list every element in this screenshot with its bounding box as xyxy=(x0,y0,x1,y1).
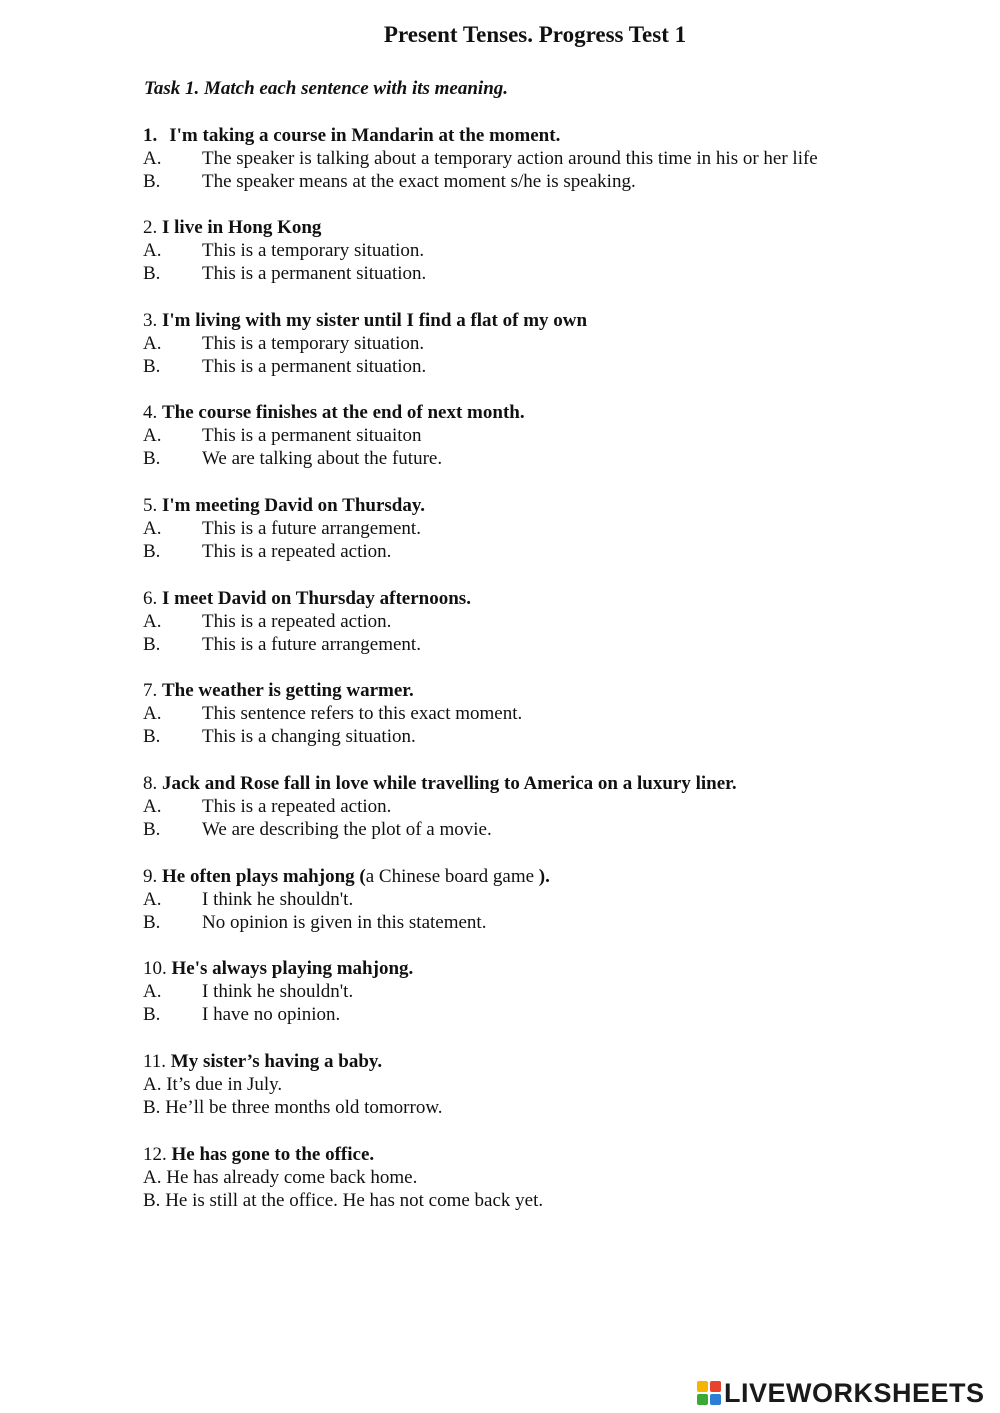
option-b[interactable] xyxy=(143,633,973,656)
question-number: 5. xyxy=(143,495,158,516)
question-stem: Jack and Rose fall in love while travelling to America on a luxury liner. xyxy=(162,773,737,794)
question-number: 10. xyxy=(143,958,167,979)
option-a[interactable] xyxy=(143,1073,973,1096)
option-b[interactable] xyxy=(143,725,973,748)
question-number: 7. xyxy=(143,680,158,701)
question-number: 4. xyxy=(143,402,158,423)
question-header xyxy=(143,216,973,239)
option-text: This sentence refers to this exact moment. xyxy=(202,703,523,725)
question-header xyxy=(143,772,973,795)
option-letter: B. xyxy=(143,171,161,193)
page-title: Present Tenses. Progress Test 1 xyxy=(383,22,687,47)
option-text: This is a permanent situaiton xyxy=(202,425,422,447)
logo-square-4 xyxy=(710,1394,721,1405)
question-10 xyxy=(143,957,973,1027)
option-letter: A. xyxy=(143,148,162,170)
logo-square-2 xyxy=(710,1381,721,1392)
option-text: This is a permanent situation. xyxy=(202,263,427,285)
option-text: He has already come back home. xyxy=(166,1167,418,1189)
question-7 xyxy=(143,679,973,749)
option-a[interactable] xyxy=(143,1166,973,1189)
question-number: 1. xyxy=(143,125,158,146)
option-b[interactable] xyxy=(143,170,973,193)
question-stem: The course finishes at the end of next month. xyxy=(162,402,525,423)
question-number: 2. xyxy=(143,217,158,238)
option-text: I have no opinion. xyxy=(202,1004,341,1026)
option-text: This is a temporary situation. xyxy=(202,333,425,355)
option-text: This is a future arrangement. xyxy=(202,634,421,656)
question-stem-end: ). xyxy=(538,866,550,887)
question-stem: He has gone to the office. xyxy=(171,1144,375,1165)
brand-name: LIVEWORKSHEETS xyxy=(724,1377,985,1408)
option-a[interactable] xyxy=(143,239,973,262)
liveworksheets-logo[interactable] xyxy=(697,1378,985,1408)
option-a[interactable] xyxy=(143,610,973,633)
question-stem: He's always playing mahjong. xyxy=(171,958,414,979)
option-text: This is a future arrangement. xyxy=(202,518,421,540)
option-b[interactable] xyxy=(143,1096,973,1119)
question-3 xyxy=(143,309,973,379)
question-8 xyxy=(143,772,973,842)
option-a[interactable] xyxy=(143,332,973,355)
option-letter: A. xyxy=(143,518,162,540)
question-stem: I'm taking a course in Mandarin at the moment. xyxy=(169,125,561,146)
option-letter: A. xyxy=(143,611,162,633)
question-header xyxy=(143,865,973,888)
question-stem: The weather is getting warmer. xyxy=(162,680,414,701)
option-letter: B. xyxy=(143,819,161,841)
option-letter: B. xyxy=(143,263,161,285)
question-stem: My sister’s having a baby. xyxy=(170,1051,383,1072)
option-a[interactable] xyxy=(143,795,973,818)
option-text: It’s due in July. xyxy=(166,1074,283,1096)
question-header xyxy=(143,124,973,147)
option-letter: B. xyxy=(143,726,161,748)
question-header xyxy=(143,679,973,702)
question-number: 3. xyxy=(143,310,158,331)
question-header xyxy=(143,1050,973,1073)
option-text: I think he shouldn't. xyxy=(202,981,354,1003)
option-letter: B. xyxy=(143,912,161,934)
option-text: This is a repeated action. xyxy=(202,611,392,633)
option-letter: A. xyxy=(143,240,162,262)
question-number: 9. xyxy=(143,866,158,887)
question-header xyxy=(143,587,973,610)
option-a[interactable] xyxy=(143,147,973,170)
option-letter: B. xyxy=(143,541,161,563)
option-b[interactable] xyxy=(143,1003,973,1026)
option-text: This is a repeated action. xyxy=(202,796,392,818)
option-text: I think he shouldn't. xyxy=(202,889,354,911)
question-header xyxy=(143,309,973,332)
option-text: He’ll be three months old tomorrow. xyxy=(165,1097,443,1119)
question-9 xyxy=(143,865,973,935)
option-letter: B. xyxy=(143,1097,161,1119)
question-6 xyxy=(143,587,973,657)
option-letter: A. xyxy=(143,889,162,911)
option-a[interactable] xyxy=(143,517,973,540)
question-header xyxy=(143,957,973,980)
question-12 xyxy=(143,1143,973,1213)
option-a[interactable] xyxy=(143,888,973,911)
question-note: a Chinese board game xyxy=(365,866,539,887)
question-number: 12. xyxy=(143,1144,167,1165)
question-number: 8. xyxy=(143,773,158,794)
option-text: He is still at the office. He has not come back yet. xyxy=(165,1190,544,1212)
option-b[interactable] xyxy=(143,911,973,934)
question-header xyxy=(143,1143,973,1166)
option-a[interactable] xyxy=(143,702,973,725)
option-text: This is a temporary situation. xyxy=(202,240,425,262)
question-header xyxy=(143,401,973,424)
option-a[interactable] xyxy=(143,424,973,447)
question-stem: I'm meeting David on Thursday. xyxy=(162,495,426,516)
liveworksheets-logo-icon xyxy=(697,1381,721,1405)
option-b[interactable] xyxy=(143,1189,973,1212)
option-text: The speaker means at the exact moment s/he is speaking. xyxy=(202,171,636,193)
option-letter: B. xyxy=(143,634,161,656)
task-instruction: Task 1. Match each sentence with its meaning. xyxy=(144,78,509,99)
question-stem: I live in Hong Kong xyxy=(162,217,322,238)
option-b[interactable] xyxy=(143,818,973,841)
option-text: This is a permanent situation. xyxy=(202,356,427,378)
option-a[interactable] xyxy=(143,980,973,1003)
question-5 xyxy=(143,494,973,564)
option-text: This is a changing situation. xyxy=(202,726,416,748)
option-text: We are talking about the future. xyxy=(202,448,443,470)
option-text: We are describing the plot of a movie. xyxy=(202,819,492,841)
question-stem: He often plays mahjong ( xyxy=(162,866,366,887)
option-letter: B. xyxy=(143,356,161,378)
option-text: The speaker is talking about a temporary action around this time in his or her life xyxy=(202,148,818,170)
option-letter: A. xyxy=(143,703,162,725)
option-letter: B. xyxy=(143,1004,161,1026)
question-11 xyxy=(143,1050,973,1120)
option-letter: A. xyxy=(143,981,162,1003)
option-letter: A. xyxy=(143,333,162,355)
option-b[interactable] xyxy=(143,447,973,470)
question-stem: I'm living with my sister until I find a flat of my own xyxy=(162,310,588,331)
question-1 xyxy=(143,124,973,194)
option-letter: B. xyxy=(143,448,161,470)
option-text: This is a repeated action. xyxy=(202,541,392,563)
question-number: 11. xyxy=(143,1051,167,1072)
logo-square-1 xyxy=(697,1381,708,1392)
option-b[interactable] xyxy=(143,540,973,563)
option-letter: A. xyxy=(143,796,162,818)
question-header xyxy=(143,494,973,517)
question-4 xyxy=(143,401,973,471)
option-letter: A. xyxy=(143,1167,162,1189)
logo-square-3 xyxy=(697,1394,708,1405)
option-b[interactable] xyxy=(143,355,973,378)
question-stem: I meet David on Thursday afternoons. xyxy=(162,588,471,609)
option-letter: A. xyxy=(143,425,162,447)
option-letter: B. xyxy=(143,1190,161,1212)
option-text: No opinion is given in this statement. xyxy=(202,912,487,934)
option-letter: A. xyxy=(143,1074,162,1096)
question-2 xyxy=(143,216,973,286)
question-number: 6. xyxy=(143,588,158,609)
option-b[interactable] xyxy=(143,262,973,285)
